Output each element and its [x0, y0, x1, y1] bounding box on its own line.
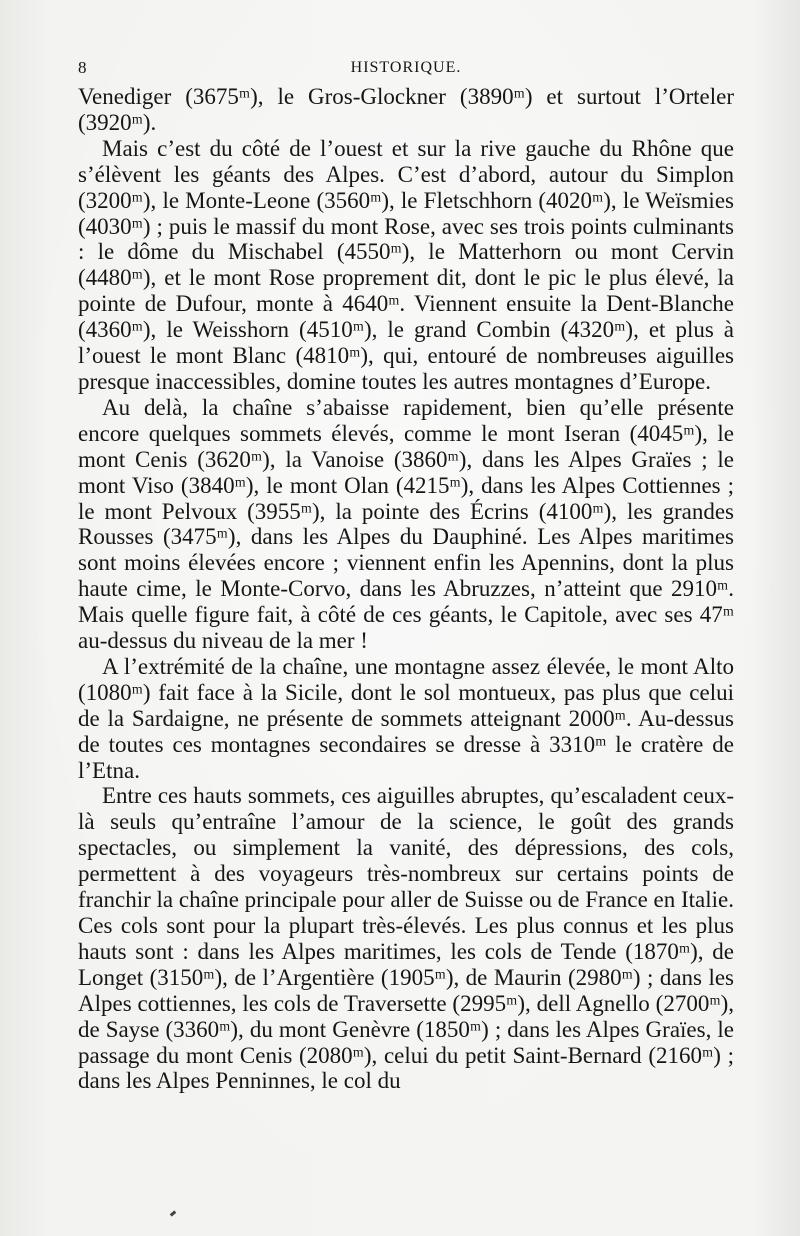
paragraph-5: Entre ces hauts sommets, ces aiguilles abruptes, qu’escaladent ceux-là seuls qu’entraîne l’amour de la science, le goût des grands spectacles, ou simplement la vanité, des dépressions, des cols, permettent à des voyageurs très-nombreux sur certains points de franchir la chaîne principale pour aller de Suisse ou de France en Italie. Ces cols sont pour la plupart très-élevés. Les plus connus et les plus hauts sont : dans les Alpes maritimes, les cols de Tende (1870ᵐ), de Longet (3150ᵐ), de l’Argentière (1905ᵐ), de Maurin (2980ᵐ) ; dans les Alpes cottiennes, les cols de Traversette (2995ᵐ), dell Agnello (2700ᵐ), de Sayse (3360ᵐ), du mont Genèvre (1850ᵐ) ; dans les Alpes Graïes, le passage du mont Cenis (2080ᵐ), celui du petit Saint-Bernard (2160ᵐ) ; dans les Alpes Penninnes, le col du [78, 783, 734, 1094]
page-header [78, 58, 734, 82]
page-number: 8 [78, 58, 87, 77]
ink-speck [170, 1210, 177, 1216]
body-text [78, 84, 734, 1094]
paragraph-1: Venediger (3675ᵐ), le Gros-Glockner (3890ᵐ) et surtout l’Orteler (3920ᵐ). [78, 84, 734, 135]
running-head: HISTORIQUE. [350, 59, 462, 76]
paragraph-3: Au delà, la chaîne s’abaisse rapidement, bien qu’elle présente encore quelques sommets élevés, comme le mont Iseran (4045ᵐ), le mont Cenis (3620ᵐ), la Vanoise (3860ᵐ), dans les Alpes Graïes ; le mont Viso (3840ᵐ), le mont Olan (4215ᵐ), dans les Alpes Cottiennes ; le mont Pelvoux (3955ᵐ), la pointe des Écrins (4100ᵐ), les grandes Rousses (3475ᵐ), dans les Alpes du Dauphiné. Les Alpes maritimes sont moins élevées encore ; viennent enfin les Apennins, dont la plus haute cime, le Monte-Corvo, dans les Abruzzes, n’atteint que 2910ᵐ. Mais quelle figure fait, à côté de ces géants, le Capitole, avec ses 47ᵐ au-dessus du niveau de la mer ! [78, 394, 734, 654]
paragraph-2: Mais c’est du côté de l’ouest et sur la rive gauche du Rhône que s’élèvent les géants des Alpes. C’est d’abord, autour du Simplon (3200ᵐ), le Monte-Leone (3560ᵐ), le Fletschhorn (4020ᵐ), le Weïsmies (4030ᵐ) ; puis le massif du mont Rose, avec ses trois points culminants : le dôme du Mischabel (4550ᵐ), le Matterhorn ou mont Cervin (4480ᵐ), et le mont Rose proprement dit, dont le pic le plus élevé, la pointe de Dufour, monte à 4640ᵐ. Viennent ensuite la Dent-Blanche (4360ᵐ), le Weisshorn (4510ᵐ), le grand Combin (4320ᵐ), et plus à l’ouest le mont Blanc (4810ᵐ), qui, entouré de nombreuses aiguilles presque inaccessibles, domine toutes les autres montagnes d’Europe. [78, 135, 734, 394]
paragraph-4: A l’extrémité de la chaîne, une montagne assez élevée, le mont Alto (1080ᵐ) fait face à la Sicile, dont le sol montueux, pas plus que celui de la Sardaigne, ne présente de sommets atteignant 2000ᵐ. Au-dessus de toutes ces montagnes secondaires se dresse à 3310ᵐ le cratère de l’Etna. [78, 653, 734, 783]
